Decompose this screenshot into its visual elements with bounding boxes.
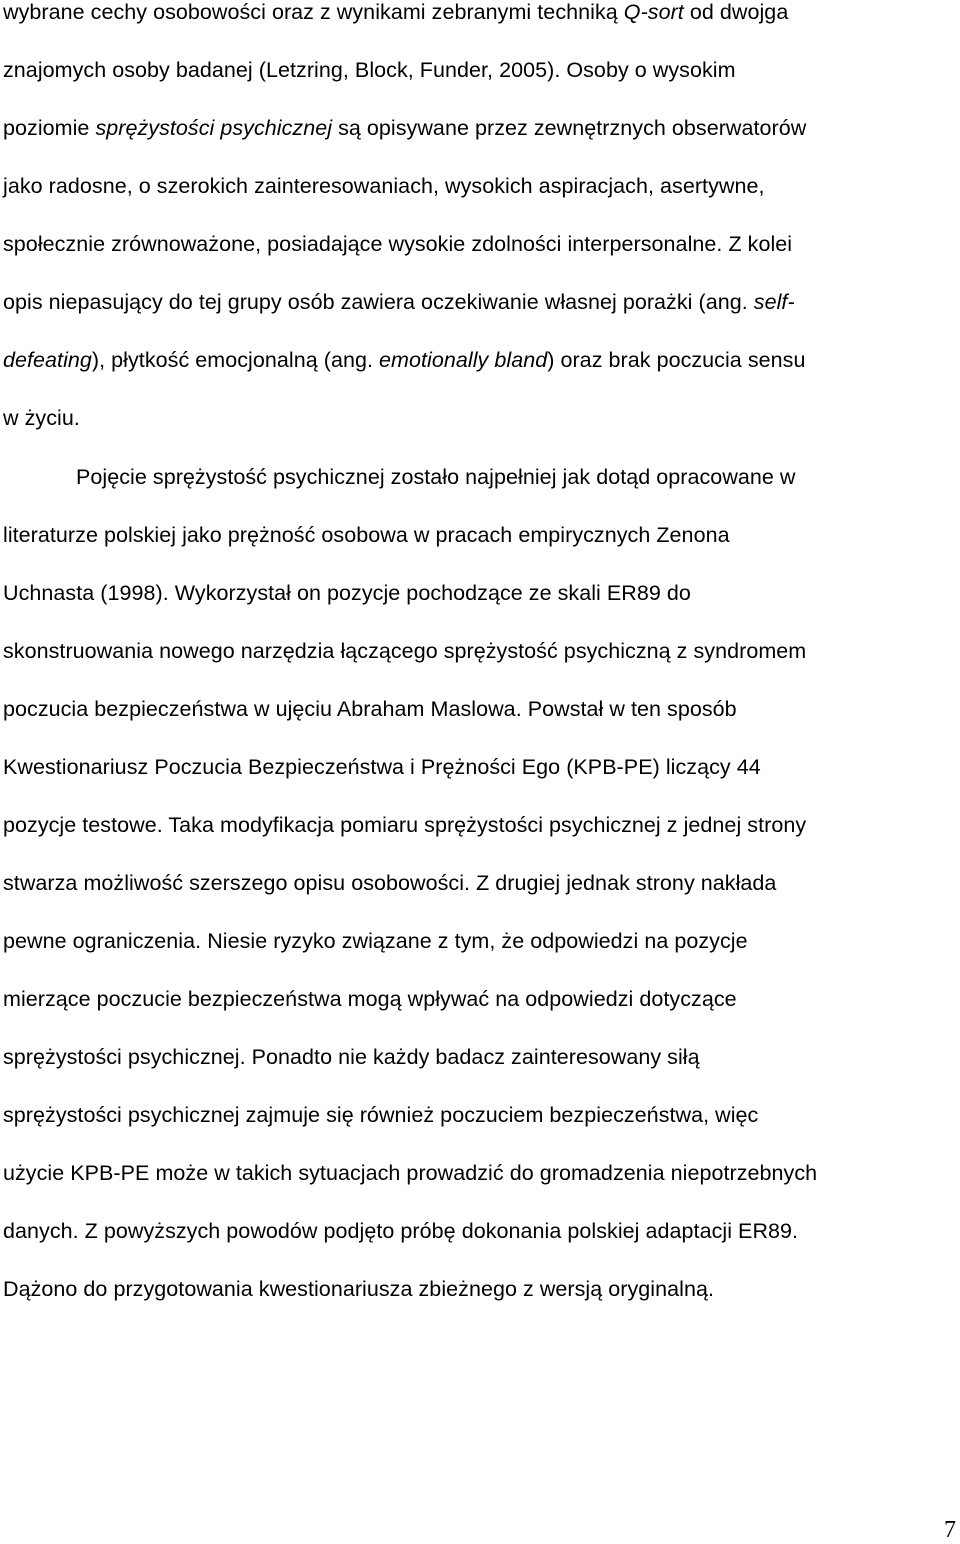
page-number: 7 (944, 1517, 956, 1543)
text-run: ) oraz brak poczucia sensu (547, 348, 806, 372)
text-line (3, 0, 788, 27)
italic-term: defeating (3, 348, 92, 372)
text-run: Kwestionariusz Poczucia Bezpieczeństwa i Prężności Ego (KPB-PE) liczący 44 (3, 755, 761, 779)
text-run: Uchnasta (1998). Wykorzystał on pozycje pochodzące ze skali ER89 do (3, 581, 691, 605)
text-run: skonstruowania nowego narzędzia łączącego sprężystość psychiczną z syndromem (3, 639, 807, 663)
text-line (3, 345, 805, 375)
text-run: w życiu. (3, 406, 80, 430)
text-run: wybrane cechy osobowości oraz z wynikami zebranymi techniką (3, 0, 624, 24)
text-line (3, 171, 765, 201)
text-line (3, 520, 730, 550)
text-run: literaturze polskiej jako prężność osobowa w pracach empirycznych Zenona (3, 523, 730, 547)
text-line (3, 1042, 700, 1072)
text-run: danych. Z powyższych powodów podjęto próbę dokonania polskiej adaptacji ER89. (3, 1219, 799, 1243)
text-run: poziomie (3, 116, 96, 140)
text-run: mierzące poczucie bezpieczeństwa mogą wpływać na odpowiedzi dotyczące (3, 987, 737, 1011)
italic-term: self- (753, 290, 795, 314)
italic-term: sprężystości psychicznej (95, 116, 333, 140)
text-run: Dążono do przygotowania kwestionariusza zbieżnego z wersją oryginalną. (3, 1277, 715, 1301)
text-line (3, 984, 737, 1014)
text-line (3, 1216, 798, 1246)
text-run: społecznie zrównoważone, posiadające wysokie zdolności interpersonalne. Z kolei (3, 232, 793, 256)
text-run: od dwojga (683, 0, 789, 24)
text-line (3, 578, 691, 608)
text-run: znajomych osoby badanej (Letzring, Block, Funder, 2005). Osoby o wysokim (3, 58, 736, 82)
text-line (3, 752, 761, 782)
text-run: pozycje testowe. Taka modyfikacja pomiaru sprężystości psychicznej z jednej strony (3, 813, 807, 837)
text-run: stwarza możliwość szerszego opisu osobowości. Z drugiej jednak strony nakłada (3, 871, 777, 895)
text-run: sprężystości psychicznej. Ponadto nie każdy badacz zainteresowany siłą (3, 1045, 700, 1069)
italic-term: Q-sort (623, 0, 684, 24)
text-line (3, 868, 776, 898)
text-line (3, 1158, 817, 1188)
text-line (3, 287, 795, 317)
text-line (3, 926, 748, 956)
text-line (3, 113, 806, 143)
text-line (3, 1100, 758, 1130)
text-line (3, 810, 806, 840)
text-line (3, 694, 737, 724)
italic-term: emotionally bland (379, 348, 548, 372)
text-run: są opisywane przez zewnętrznych obserwatorów (332, 116, 807, 140)
text-run: opis niepasujący do tej grupy osób zawiera oczekiwanie własnej porażki (ang. (3, 290, 754, 314)
text-run: pewne ograniczenia. Niesie ryzyko związane z tym, że odpowiedzi na pozycje (3, 929, 748, 953)
text-line (3, 636, 806, 666)
text-run: Pojęcie sprężystość psychicznej zostało najpełniej jak dotąd opracowane w (76, 465, 796, 489)
text-line (3, 1274, 714, 1304)
text-line (3, 229, 792, 259)
text-run: użycie KPB-PE może w takich sytuacjach prowadzić do gromadzenia niepotrzebnych (3, 1161, 818, 1185)
text-line (3, 403, 80, 433)
text-run: poczucia bezpieczeństwa w ujęciu Abraham Maslowa. Powstał w ten sposób (3, 697, 737, 721)
text-line (3, 55, 736, 85)
text-run: ), płytkość emocjonalną (ang. (91, 348, 380, 372)
text-run: sprężystości psychicznej zajmuje się również poczuciem bezpieczeństwa, więc (3, 1103, 759, 1127)
text-run: jako radosne, o szerokich zainteresowaniach, wysokich aspiracjach, asertywne, (3, 174, 765, 198)
text-line (76, 462, 796, 492)
